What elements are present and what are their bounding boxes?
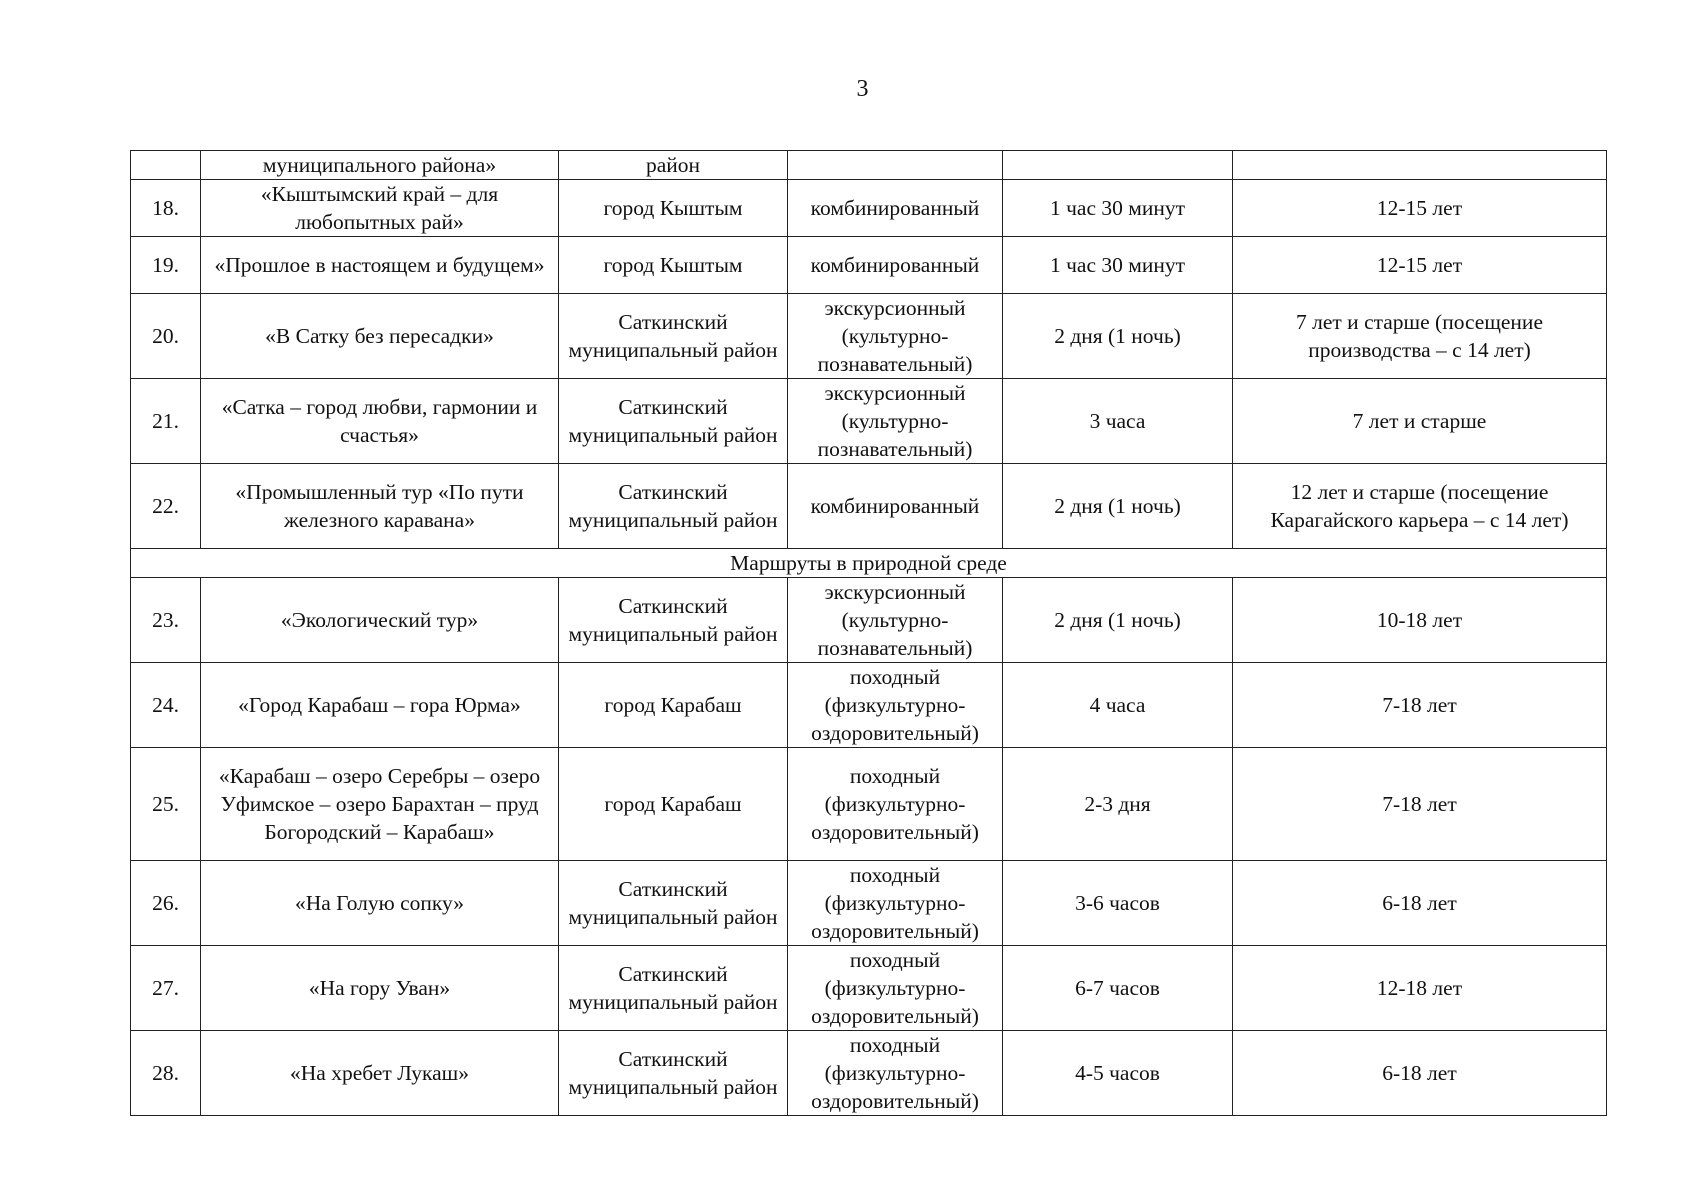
cell-location: город Кыштым xyxy=(559,237,788,294)
cell-duration: 6-7 часов xyxy=(1003,946,1233,1031)
cell-num: 25. xyxy=(131,748,201,861)
cell-name: «Кыштымский край – для любопытных рай» xyxy=(201,180,559,237)
table-row xyxy=(131,1031,1607,1116)
page-number: 3 xyxy=(856,76,869,102)
cell-duration: 1 час 30 минут xyxy=(1003,237,1233,294)
cell-age: 12-15 лет xyxy=(1233,180,1607,237)
cell-name: «На гору Уван» xyxy=(201,946,559,1031)
cell-age: 7 лет и старше (посещение производства – с 14 лет) xyxy=(1233,294,1607,379)
cell-num xyxy=(131,151,201,180)
cell-age: 6-18 лет xyxy=(1233,1031,1607,1116)
cell-name: «Карабаш – озеро Серебры – озеро Уфимское – озеро Барахтан – пруд Богородский – Карабаш» xyxy=(201,748,559,861)
cell-type: экскурсионный (культурно-познавательный) xyxy=(788,578,1003,663)
cell-age: 12 лет и старше (посещение Карагайского карьера – с 14 лет) xyxy=(1233,464,1607,549)
routes-table xyxy=(130,150,1607,1116)
cell-name: «Город Карабаш – гора Юрма» xyxy=(201,663,559,748)
cell-type: походный (физкультурно-оздоровительный) xyxy=(788,748,1003,861)
cell-type: походный (физкультурно-оздоровительный) xyxy=(788,663,1003,748)
cell-type: комбинированный xyxy=(788,464,1003,549)
table-row xyxy=(131,748,1607,861)
cell-location: город Кыштым xyxy=(559,180,788,237)
cell-duration: 2-3 дня xyxy=(1003,748,1233,861)
cell-duration: 1 час 30 минут xyxy=(1003,180,1233,237)
cell-type: комбинированный xyxy=(788,237,1003,294)
cell-location: Саткинский муниципальный район xyxy=(559,861,788,946)
table-row xyxy=(131,379,1607,464)
cell-age: 7-18 лет xyxy=(1233,748,1607,861)
cell-location: Саткинский муниципальный район xyxy=(559,946,788,1031)
cell-duration: 4-5 часов xyxy=(1003,1031,1233,1116)
cell-duration: 4 часа xyxy=(1003,663,1233,748)
table-row xyxy=(131,578,1607,663)
table-row xyxy=(131,151,1607,180)
cell-location: Саткинский муниципальный район xyxy=(559,379,788,464)
cell-num: 23. xyxy=(131,578,201,663)
routes-group-2 xyxy=(131,578,1607,1116)
section-title: Маршруты в природной среде xyxy=(131,549,1607,578)
cell-duration: 2 дня (1 ночь) xyxy=(1003,294,1233,379)
cell-duration xyxy=(1003,151,1233,180)
cell-age: 6-18 лет xyxy=(1233,861,1607,946)
cell-name: «В Сатку без пересадки» xyxy=(201,294,559,379)
table-row xyxy=(131,180,1607,237)
cell-num: 22. xyxy=(131,464,201,549)
cell-name: «Сатка – город любви, гармонии и счастья» xyxy=(201,379,559,464)
section-row xyxy=(131,549,1607,578)
cell-name: «Промышленный тур «По пути железного каравана» xyxy=(201,464,559,549)
cell-num: 19. xyxy=(131,237,201,294)
cell-location: район xyxy=(559,151,788,180)
cell-age xyxy=(1233,151,1607,180)
cell-location: Саткинский муниципальный район xyxy=(559,464,788,549)
cell-name: «На Голую сопку» xyxy=(201,861,559,946)
cell-type: походный (физкультурно-оздоровительный) xyxy=(788,946,1003,1031)
cell-num: 21. xyxy=(131,379,201,464)
table-row xyxy=(131,861,1607,946)
cell-num: 28. xyxy=(131,1031,201,1116)
table-row xyxy=(131,946,1607,1031)
cell-num: 20. xyxy=(131,294,201,379)
cell-name: «Экологический тур» xyxy=(201,578,559,663)
table-row xyxy=(131,464,1607,549)
cell-type: походный (физкультурно-оздоровительный) xyxy=(788,1031,1003,1116)
cell-age: 7-18 лет xyxy=(1233,663,1607,748)
cell-location: город Карабаш xyxy=(559,748,788,861)
cell-duration: 3 часа xyxy=(1003,379,1233,464)
cell-duration: 2 дня (1 ночь) xyxy=(1003,578,1233,663)
table-row xyxy=(131,663,1607,748)
cell-location: Саткинский муниципальный район xyxy=(559,578,788,663)
cell-name: «Прошлое в настоящем и будущем» xyxy=(201,237,559,294)
cell-location: Саткинский муниципальный район xyxy=(559,1031,788,1116)
cell-duration: 3-6 часов xyxy=(1003,861,1233,946)
cell-name: муниципального района» xyxy=(201,151,559,180)
cell-age: 7 лет и старше xyxy=(1233,379,1607,464)
cell-num: 27. xyxy=(131,946,201,1031)
cell-age: 10-18 лет xyxy=(1233,578,1607,663)
cell-type: экскурсионный (культурно-познавательный) xyxy=(788,379,1003,464)
cell-type xyxy=(788,151,1003,180)
cell-num: 26. xyxy=(131,861,201,946)
cell-num: 24. xyxy=(131,663,201,748)
table-row xyxy=(131,237,1607,294)
routes-group-1 xyxy=(131,180,1607,549)
table-row xyxy=(131,294,1607,379)
cell-type: экскурсионный (культурно-познавательный) xyxy=(788,294,1003,379)
cell-type: походный (физкультурно-оздоровительный) xyxy=(788,861,1003,946)
cell-location: город Карабаш xyxy=(559,663,788,748)
cell-age: 12-18 лет xyxy=(1233,946,1607,1031)
cell-age: 12-15 лет xyxy=(1233,237,1607,294)
cell-type: комбинированный xyxy=(788,180,1003,237)
cell-num: 18. xyxy=(131,180,201,237)
cell-name: «На хребет Лукаш» xyxy=(201,1031,559,1116)
cell-duration: 2 дня (1 ночь) xyxy=(1003,464,1233,549)
cell-location: Саткинский муниципальный район xyxy=(559,294,788,379)
